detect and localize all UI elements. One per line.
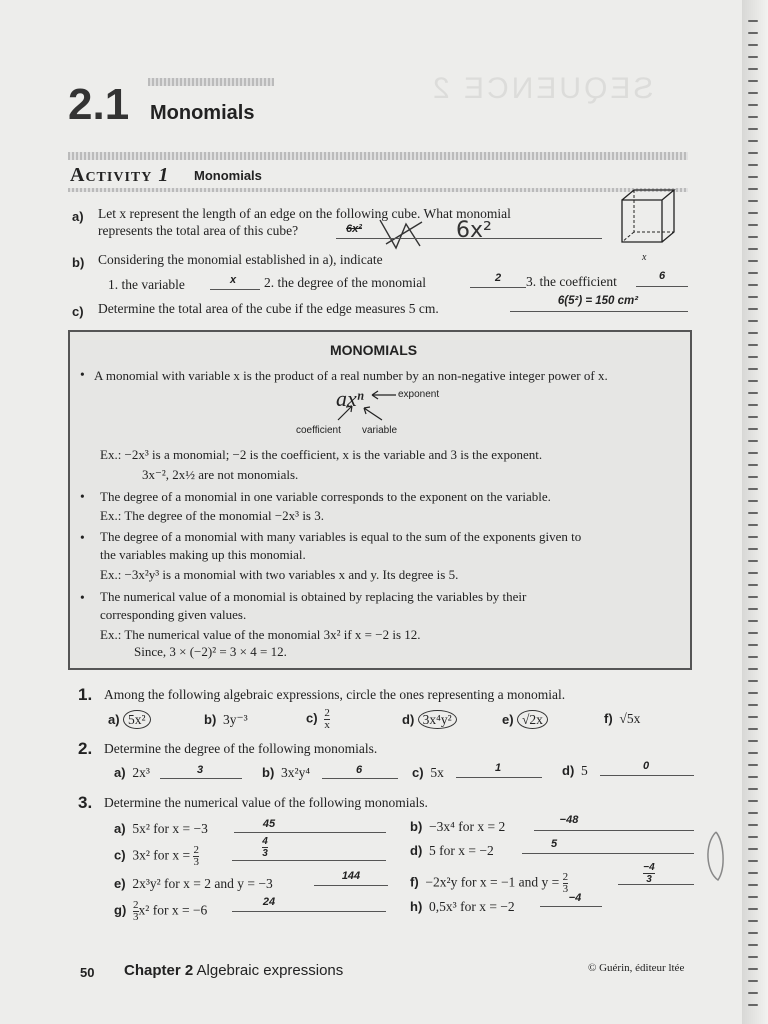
binding-ring [748, 656, 758, 658]
binding-ring [748, 680, 758, 682]
binding-ring [748, 440, 758, 442]
q3-a-line [234, 832, 386, 833]
q3-e-letter: e) [114, 876, 126, 891]
cube-icon [616, 186, 676, 248]
activity-rule-bottom [68, 188, 688, 192]
part-a-answer-line [336, 238, 602, 239]
q3-c-ans-num: 4 [262, 836, 268, 847]
q3-g-line [232, 911, 386, 912]
bullet-dot: • [80, 590, 85, 605]
q3-item-h [410, 898, 515, 915]
binding-ring [748, 20, 758, 22]
binding-ring [748, 800, 758, 802]
binding-ring [748, 368, 758, 370]
box-example-3: Ex.: −3x²y³ is a monomial with two variables x and y. Its degree is 5. [100, 567, 459, 582]
part-a-printed-answer: 6x² [346, 223, 362, 235]
q3-c-fden: 3 [193, 856, 199, 868]
q3-f-line [618, 884, 694, 885]
part-a-handwritten-answer: 6x² [456, 218, 492, 243]
section-rule [148, 78, 274, 86]
binding-ring [748, 536, 758, 538]
q3-g-expr: x² for x = −6 [138, 902, 208, 918]
part-b-item2-line [470, 287, 526, 288]
q3-e-answer: 144 [341, 870, 361, 882]
q3-h-answer: −4 [568, 892, 582, 904]
q2-item-d [562, 762, 588, 779]
box-definition: A monomial with variable x is the product of a real number by an non-negative integer power of x. [94, 368, 608, 383]
chapter-footer [124, 962, 343, 979]
q3-item-e [114, 875, 273, 892]
part-c-answer-line [510, 311, 688, 312]
q2-d-expr: 5 [581, 763, 588, 778]
bullet-dot: • [80, 489, 85, 504]
binding-ring [748, 500, 758, 502]
binding-ring [748, 728, 758, 730]
binding-ring [748, 548, 758, 550]
spiral-binding [742, 0, 768, 1024]
q3-b-letter: b) [410, 819, 423, 834]
q3-f-answer [634, 862, 664, 885]
q2-number: 2. [78, 739, 93, 758]
binding-ring [748, 356, 758, 358]
binding-ring [748, 332, 758, 334]
binding-ring [748, 296, 758, 298]
copyright: © Guérin, éditeur ltée [588, 962, 685, 974]
q1-option-a [108, 710, 151, 729]
box-example-4b: Since, 3 × (−2)² = 3 × 4 = 12. [134, 644, 287, 659]
q1-b-expr: 3y⁻³ [223, 712, 248, 727]
exponent-arrow [368, 390, 398, 400]
q2-b-expr: 3x²y⁴ [281, 765, 311, 780]
q2-b-answer: 6 [355, 764, 363, 776]
binding-ring [748, 992, 758, 994]
binding-ring [748, 944, 758, 946]
binding-ring [748, 488, 758, 490]
q1-option-b [204, 711, 248, 728]
binding-ring [748, 200, 758, 202]
box-example-2: Ex.: The degree of the monomial −2x³ is 3. [100, 508, 324, 523]
part-b-item3: 3. the coefficient [526, 274, 617, 289]
q1-f-letter: f) [604, 711, 613, 726]
bullet-dot: • [80, 530, 85, 545]
binding-ring [748, 140, 758, 142]
q1-option-c [306, 708, 330, 731]
q3-g-letter: g) [114, 902, 127, 918]
binding-ring [748, 860, 758, 862]
q3-item-f [410, 872, 568, 895]
q1-e-letter: e) [502, 712, 514, 727]
binding-ring [748, 236, 758, 238]
part-c-text: Determine the total area of the cube if the edge measures 5 cm. [98, 301, 439, 316]
q3-d-answer: 5 [550, 838, 558, 850]
binding-ring [748, 812, 758, 814]
box-value-rule-1: The numerical value of a monomial is obtained by replacing the variables by their [100, 589, 527, 604]
q3-f-ans-num: −4 [643, 862, 655, 873]
binding-ring [748, 884, 758, 886]
binding-ring [748, 392, 758, 394]
q3-b-line [534, 830, 694, 831]
q3-f-letter: f) [410, 874, 419, 890]
binding-ring [748, 956, 758, 958]
binding-ring [748, 452, 758, 454]
q3-f-fden: 3 [562, 883, 569, 895]
binding-ring [748, 704, 758, 706]
box-multi-degree-rule-2: the variables making up this monomial. [100, 547, 306, 562]
q3-f-fnum: 2 [562, 871, 569, 883]
binding-ring [748, 668, 758, 670]
q2-b-letter: b) [262, 765, 275, 780]
binding-ring [748, 404, 758, 406]
exponent-label: exponent [398, 389, 440, 400]
binding-ring [748, 596, 758, 598]
activity-number: 1 [158, 164, 170, 186]
binding-ring [748, 752, 758, 754]
binding-ring [748, 272, 758, 274]
q1-c-den: x [324, 719, 330, 731]
q1-e-expr-circled: √2x [517, 710, 548, 729]
activity-label [70, 164, 169, 187]
q2-item-b [262, 764, 310, 781]
q2-d-answer: 0 [642, 760, 650, 772]
q2-a-line [160, 778, 242, 779]
binding-ring [748, 932, 758, 934]
part-a-letter: a) [72, 209, 84, 224]
q3-c-fraction [193, 845, 199, 868]
binding-ring [748, 380, 758, 382]
monomial-formula: axⁿ [336, 386, 364, 411]
q3-a-letter: a) [114, 821, 126, 836]
q3-h-line [540, 906, 602, 907]
q2-a-answer: 3 [196, 764, 204, 776]
binding-ring [748, 896, 758, 898]
binding-ring [748, 152, 758, 154]
page-number: 50 [80, 965, 95, 980]
binding-ring [748, 560, 758, 562]
binding-ring [748, 776, 758, 778]
binding-ring [748, 1004, 758, 1006]
q1-a-expr-circled: 5x² [123, 710, 151, 729]
binding-ring [748, 260, 758, 262]
binding-ring [748, 980, 758, 982]
activity-word: Activity [70, 164, 153, 186]
q3-item-c [114, 845, 199, 868]
q2-text: Determine the degree of the following monomials. [104, 741, 378, 756]
coefficient-label: coefficient [296, 425, 341, 436]
q3-c-line [232, 860, 386, 861]
binding-ring [748, 740, 758, 742]
part-b-item1: 1. the variable [108, 277, 185, 292]
binding-ring [748, 848, 758, 850]
q3-e-line [314, 885, 388, 886]
chapter-number: Chapter 2 [124, 962, 194, 979]
binding-ring [748, 908, 758, 910]
binding-ring [748, 836, 758, 838]
binding-ring [748, 608, 758, 610]
box-value-rule-2: corresponding given values. [100, 607, 247, 622]
q1-a-letter: a) [108, 712, 120, 727]
binding-ring [748, 44, 758, 46]
q1-c-num: 2 [324, 707, 330, 719]
box-title: MONOMIALS [330, 342, 418, 358]
binding-ring [748, 968, 758, 970]
binding-ring [748, 632, 758, 634]
binding-ring [748, 416, 758, 418]
q1-option-d [402, 710, 457, 729]
q3-h-letter: h) [410, 899, 423, 914]
q3-a-answer: 45 [262, 818, 276, 830]
q2-item-a [114, 764, 150, 781]
binding-ring [748, 224, 758, 226]
q2-c-expr: 5x [430, 765, 444, 780]
part-b-item3-line [636, 286, 688, 287]
binding-ring [748, 56, 758, 58]
part-b-item1-answer: x [229, 274, 237, 286]
q3-number: 3. [78, 793, 93, 812]
q3-a-expr: 5x² for x = −3 [132, 821, 208, 836]
binding-ring [748, 188, 758, 190]
q3-text: Determine the numerical value of the following monomials. [104, 795, 428, 810]
activity-title: Monomials [194, 168, 262, 183]
part-b-item2-answer: 2 [494, 272, 502, 284]
binding-ring [748, 584, 758, 586]
q3-c-answer [250, 836, 280, 859]
q3-b-expr: −3x⁴ for x = 2 [429, 819, 506, 834]
part-b-item1-line [210, 289, 260, 290]
bullet-dot: • [80, 367, 85, 382]
q3-item-a [114, 820, 208, 837]
strike-scribble [376, 214, 428, 254]
binding-ring [748, 920, 758, 922]
variable-label: variable [362, 425, 398, 436]
bleed-through-text: SEQUENCE 2 [430, 72, 654, 105]
box-degree-rule: The degree of a monomial in one variable corresponds to the exponent on the variable. [100, 489, 551, 504]
q2-a-letter: a) [114, 765, 126, 780]
binding-ring [748, 824, 758, 826]
binding-ring [748, 320, 758, 322]
cube-edge-label: x [642, 252, 647, 263]
q2-c-answer: 1 [494, 762, 502, 774]
activity-rule-top [68, 152, 688, 160]
binding-ring [748, 284, 758, 286]
q3-item-d [410, 842, 494, 859]
box-multi-degree-rule-1: The degree of a monomial with many variables is equal to the sum of the exponents given to [100, 529, 582, 544]
binding-ring [748, 104, 758, 106]
q1-f-expr: √5x [619, 711, 641, 726]
q3-c-letter: c) [114, 847, 126, 863]
part-a-line1: Let x represent the length of an edge on the following cube. What monomial [98, 206, 511, 221]
box-example-4a: Ex.: The numerical value of the monomial 3x² if x = −2 is 12. [100, 627, 421, 642]
box-example-1b: 3x⁻², 2x½ are not monomials. [142, 467, 299, 482]
q2-a-expr: 2x³ [132, 765, 150, 780]
q2-d-letter: d) [562, 763, 575, 778]
binding-ring [748, 92, 758, 94]
binding-ring [748, 512, 758, 514]
binding-ring [748, 764, 758, 766]
binding-ring [748, 464, 758, 466]
part-a-line2: represents the total area of this cube? [98, 223, 299, 238]
binding-ring [748, 716, 758, 718]
q1-text: Among the following algebraic expressions, circle the ones representing a monomial. [104, 687, 566, 702]
binding-ring [748, 248, 758, 250]
q2-b-line [322, 778, 398, 779]
box-example-1a: Ex.: −2x³ is a monomial; −2 is the coefficient, x is the variable and 3 is the exponent. [100, 447, 543, 462]
section-title: Monomials [150, 102, 255, 124]
q3-c-ans-den: 3 [262, 848, 268, 859]
q2-c-letter: c) [412, 765, 424, 780]
binding-ring [748, 572, 758, 574]
q1-number: 1. [78, 685, 93, 704]
q3-item-b [410, 818, 505, 835]
q3-g-fden: 3 [133, 911, 139, 923]
q3-item-g [114, 900, 207, 923]
binding-ring [748, 428, 758, 430]
binding-ring [748, 524, 758, 526]
q2-item-c [412, 764, 444, 781]
q3-c-expr: 3x² for x = [132, 847, 191, 863]
q1-d-letter: d) [402, 712, 415, 727]
part-c-letter: c) [72, 304, 84, 319]
binding-ring [748, 308, 758, 310]
part-b-item3-answer: 6 [658, 270, 666, 282]
q3-g-fnum: 2 [133, 899, 139, 911]
binding-ring [748, 80, 758, 82]
q1-option-e [502, 710, 548, 729]
q3-b-answer: −48 [559, 814, 579, 826]
q3-d-line [522, 853, 694, 854]
q3-c-fnum: 2 [193, 844, 199, 856]
part-b-item2: 2. the degree of the monomial [264, 275, 426, 290]
binding-ring [748, 476, 758, 478]
q2-d-line [600, 775, 694, 776]
q3-h-expr: 0,5x³ for x = −2 [429, 899, 515, 914]
q3-f-expr: −2x²y for x = −1 and y = [425, 874, 560, 890]
q1-b-letter: b) [204, 712, 217, 727]
q1-c-fraction [324, 708, 330, 731]
q1-c-letter: c) [306, 710, 318, 726]
part-b-letter: b) [72, 255, 85, 270]
part-b-text: Considering the monomial established in a), indicate [98, 252, 383, 267]
part-c-answer: 6(5²) = 150 cm² [557, 295, 639, 307]
binding-ring [748, 116, 758, 118]
q1-option-f [604, 710, 640, 727]
binding-ring [748, 212, 758, 214]
binding-ring [748, 68, 758, 70]
q3-d-expr: 5 for x = −2 [429, 843, 494, 858]
chapter-title: Algebraic expressions [196, 962, 344, 979]
binding-ring [748, 344, 758, 346]
q3-f-ans-den: 3 [646, 874, 652, 885]
binding-ring [748, 788, 758, 790]
binding-ring [748, 164, 758, 166]
section-number: 2.1 [68, 80, 130, 129]
binding-ring [748, 692, 758, 694]
q3-g-answer: 24 [262, 896, 276, 908]
q3-d-letter: d) [410, 843, 423, 858]
binding-ring [748, 128, 758, 130]
q2-c-line [456, 777, 542, 778]
pencil-mark [700, 828, 730, 884]
binding-ring [748, 872, 758, 874]
binding-ring [748, 620, 758, 622]
binding-ring [748, 176, 758, 178]
q1-d-expr-circled: 3x⁴y² [418, 710, 457, 729]
binding-ring [748, 644, 758, 646]
q3-e-expr: 2x³y² for x = 2 and y = −3 [132, 876, 273, 891]
binding-ring [748, 32, 758, 34]
